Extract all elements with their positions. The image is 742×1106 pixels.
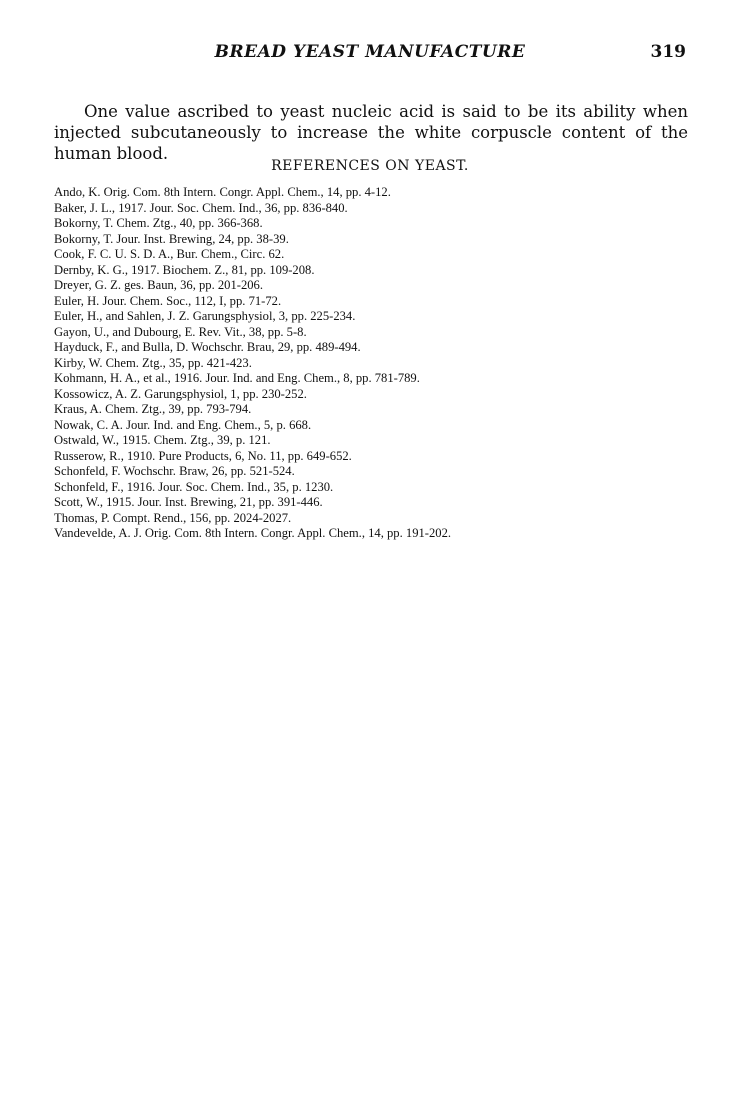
reference-item: Bokorny, T. Jour. Inst. Brewing, 24, pp. 38-39. [54, 231, 289, 246]
page-number: 319 [650, 42, 686, 62]
reference-item: Schonfeld, F., 1916. Jour. Soc. Chem. Ind., 35, p. 1230. [54, 479, 334, 494]
reference-item: Dreyer, G. Z. ges. Baun, 36, pp. 201-206. [54, 278, 264, 292]
reference-item: Thomas, P. Compt. Rend., 156, pp. 2024-2027. [54, 510, 292, 525]
reference-item: Nowak, C. A. Jour. Ind. and Eng. Chem., 5, p. 668. [54, 417, 312, 432]
running-title: BREAD YEAST MANUFACTURE [214, 42, 526, 62]
reference-item: Russerow, R., 1910. Pure Products, 6, No. 11, pp. 649-652. [54, 448, 352, 463]
running-head [54, 42, 686, 64]
reference-item: Kraus, A. Chem. Ztg., 39, pp. 793-794. [54, 402, 252, 416]
reference-item: Dernby, K. G., 1917. Biochem. Z., 81, pp. 109-208. [54, 262, 315, 277]
reference-item: Scott, W., 1915. Jour. Inst. Brewing, 21, pp. 391-446. [54, 495, 323, 509]
reference-item: Vandevelde, A. J. Orig. Com. 8th Intern. Congr. Appl. Chem., 14, pp. 191-202. [54, 526, 452, 540]
reference-item: Euler, H. Jour. Chem. Soc., 112, I, pp. 71-72. [54, 293, 282, 308]
body-paragraph: One value ascribed to yeast nucleic acid is said to be its ability when injected subcutaneously to increase the white corpuscle content of the human blood. [54, 101, 688, 163]
reference-item: Cook, F. C. U. S. D. A., Bur. Chem., Circ. 62. [54, 247, 285, 261]
references-list [54, 185, 694, 542]
reference-item: Euler, H., and Sahlen, J. Z. Garungsphysiol, 3, pp. 225-234. [54, 309, 356, 323]
reference-item: Hayduck, F., and Bulla, D. Wochschr. Brau, 29, pp. 489-494. [54, 340, 361, 354]
reference-item: Ando, K. Orig. Com. 8th Intern. Congr. Appl. Chem., 14, pp. 4-12. [54, 185, 391, 199]
reference-item: Kossowicz, A. Z. Garungsphysiol, 1, pp. 230-252. [54, 386, 307, 401]
reference-item: Ostwald, W., 1915. Chem. Ztg., 39, p. 121. [54, 433, 271, 447]
reference-item: Kohmann, H. A., et al., 1916. Jour. Ind. and Eng. Chem., 8, pp. 781-789. [54, 371, 420, 385]
reference-item: Gayon, U., and Dubourg, E. Rev. Vit., 38, pp. 5-8. [54, 324, 307, 339]
references-heading: REFERENCES ON YEAST. [271, 158, 469, 174]
reference-item: Bokorny, T. Chem. Ztg., 40, pp. 366-368. [54, 216, 263, 230]
reference-item: Schonfeld, F. Wochschr. Braw, 26, pp. 521-524. [54, 464, 295, 478]
reference-item: Baker, J. L., 1917. Jour. Soc. Chem. Ind., 36, pp. 836-840. [54, 200, 348, 215]
reference-item: Kirby, W. Chem. Ztg., 35, pp. 421-423. [54, 355, 252, 370]
